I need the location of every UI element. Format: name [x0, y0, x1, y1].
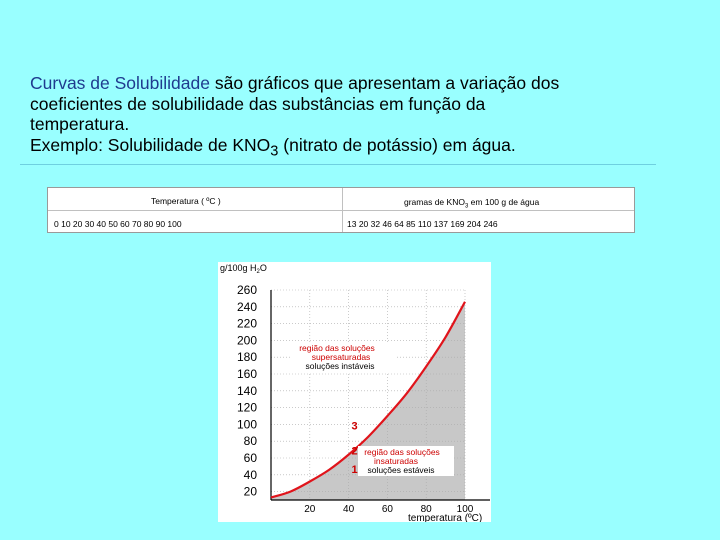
intro-line-1-rest: são gráficos que apresentam a variação dos: [209, 73, 560, 93]
y-tick-label: 80: [243, 434, 257, 449]
intro-divider: [20, 164, 656, 165]
intro-line-4: [30, 135, 690, 162]
unsaturated-region-label: insaturadas: [374, 456, 418, 466]
y-tick-label: 160: [236, 367, 257, 381]
y-tick-label: 220: [236, 316, 257, 331]
intro-line-2: coeficientes de solubilidade das substâncias em função da: [30, 93, 486, 114]
y-tick-label: 240: [236, 299, 257, 314]
y-tick-label: 60: [243, 451, 257, 465]
x-tick-label: 60: [381, 504, 393, 515]
point-label-3: 3: [351, 420, 358, 433]
intro-example-start: Exemplo: Solubilidade de KNO: [30, 134, 271, 155]
unsaturated-region-label: região das soluções: [364, 447, 440, 457]
intro-example-end: (nitrato de potássio) em água.: [278, 134, 516, 155]
solubility-table: [47, 187, 635, 233]
table-header-solubility-post: em 100 g de água: [468, 197, 540, 207]
y-axis-label: g/100g $H_2O$: [220, 263, 267, 275]
x-axis-label: temperatura (ºC): [408, 513, 483, 522]
y-tick-label: 180: [236, 350, 257, 365]
y-tick-label: 140: [236, 383, 257, 398]
y-tick-label: 260: [236, 283, 257, 297]
x-tick-label: 80: [420, 504, 432, 515]
intro-example-sub: 3: [270, 143, 279, 159]
intro-line-3: temperatura.: [30, 114, 130, 134]
y-tick-label: 200: [236, 333, 257, 348]
y-tick-label: 100: [236, 417, 257, 432]
point-label-2: 2: [351, 445, 358, 458]
y-tick-label: 20: [243, 484, 257, 499]
table-header-solubility: [404, 197, 539, 210]
x-tick-label: 20: [304, 504, 316, 515]
table-row-divider: [48, 210, 634, 211]
intro-line-1: [30, 73, 690, 94]
unsaturated-region-label: soluções estáveis: [367, 465, 435, 475]
table-cell-solubilities: 13 20 32 46 64 85 110 137 169 204 246: [347, 219, 498, 229]
intro-paragraph: [30, 73, 690, 162]
table-column-divider: [342, 188, 343, 232]
table-header-temperature: Temperatura ( ºC ): [151, 196, 221, 206]
y-tick-label: 40: [243, 467, 257, 482]
table-header-solubility-pre: gramas de KNO: [404, 197, 465, 207]
y-tick-label: 120: [236, 400, 257, 415]
point-label-1: 1: [351, 464, 358, 477]
supersaturated-region-label: região das soluções: [299, 343, 375, 353]
table-header-solubility-sub: 3: [464, 203, 469, 210]
solubility-chart: [218, 262, 491, 522]
intro-highlight: Curvas de Solubilidade: [30, 73, 210, 93]
x-tick-label: 40: [343, 504, 355, 515]
chart-svg: [218, 262, 491, 522]
supersaturated-region-label: soluções instáveis: [305, 361, 375, 371]
supersaturated-region-label: supersaturadas: [311, 352, 371, 362]
table-cell-temperatures: 0 10 20 30 40 50 60 70 80 90 100: [54, 219, 182, 229]
x-tick-label: 100: [456, 504, 474, 515]
